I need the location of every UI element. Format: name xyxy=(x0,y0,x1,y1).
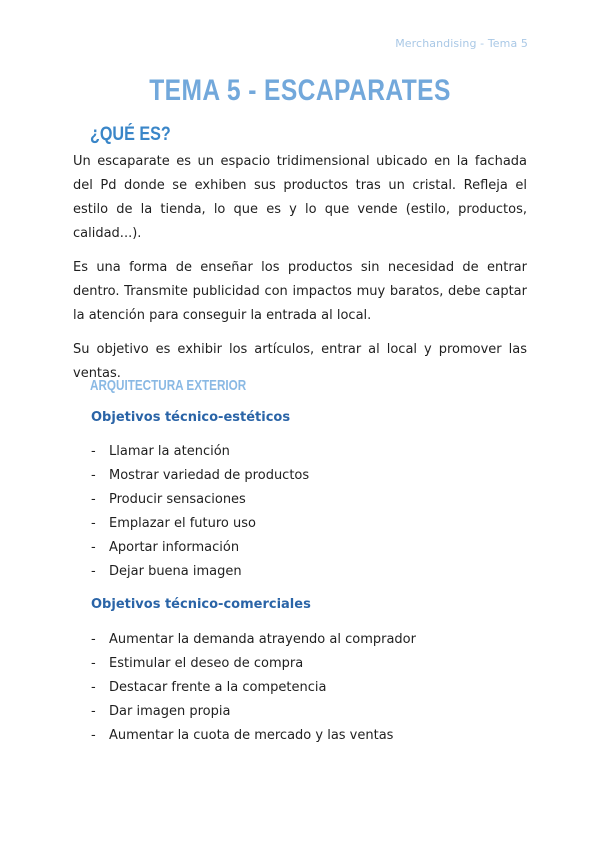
list-item-text: Estimular el deseo de compra xyxy=(109,656,304,671)
list-item xyxy=(91,676,416,700)
objectives-list-esteticos xyxy=(91,440,309,584)
paragraph: Un escaparate es un espacio tridimensional ubicado en la fachada del Pd donde se exhiben sus productos tras un cristal. Refleja el estilo de la tienda, lo que es y lo que vende (estilo, productos, calidad...). xyxy=(73,154,527,241)
bullet-dash: - xyxy=(91,728,96,743)
list-item-text: Aumentar la cuota de mercado y las ventas xyxy=(109,728,394,743)
list-item-text: Mostrar variedad de productos xyxy=(109,468,310,483)
list-item xyxy=(91,440,309,464)
list-item xyxy=(91,512,309,536)
bullet-dash: - xyxy=(91,540,96,555)
bullet-dash: - xyxy=(91,468,96,483)
list-item-text: Llamar la atención xyxy=(109,444,230,459)
body-text xyxy=(73,150,527,396)
bullet-dash: - xyxy=(91,632,96,647)
objectives-list-comerciales xyxy=(91,628,416,748)
list-item xyxy=(91,536,309,560)
group-heading-tecnico-comerciales: Objetivos técnico-comerciales xyxy=(91,597,311,612)
list-item-text: Emplazar el futuro uso xyxy=(109,516,256,531)
list-item xyxy=(91,488,309,512)
list-item xyxy=(91,560,309,584)
bullet-dash: - xyxy=(91,656,96,671)
bullet-dash: - xyxy=(91,704,96,719)
page-title: TEMA 5 - ESCAPARATES xyxy=(149,74,451,107)
list-item xyxy=(91,628,416,652)
list-item-text: Aumentar la demanda atrayendo al comprador xyxy=(109,632,416,647)
list-item-text: Producir sensaciones xyxy=(109,492,246,507)
bullet-dash: - xyxy=(91,516,96,531)
list-item-text: Dejar buena imagen xyxy=(109,564,242,579)
bullet-dash: - xyxy=(91,680,96,695)
bullet-dash: - xyxy=(91,564,96,579)
paragraph: Su objetivo es exhibir los artículos, entrar al local y promover las ventas. xyxy=(73,342,527,381)
list-item-text: Aportar información xyxy=(109,540,240,555)
subsection-heading: ARQUITECTURA EXTERIOR xyxy=(90,377,247,394)
list-item xyxy=(91,652,416,676)
list-item xyxy=(91,724,416,748)
running-header: Merchandising - Tema 5 xyxy=(395,37,528,50)
group-heading-tecnico-esteticos: Objetivos técnico-estéticos xyxy=(91,410,291,425)
list-item xyxy=(91,700,416,724)
list-item-text: Dar imagen propia xyxy=(109,704,231,719)
list-item xyxy=(91,464,309,488)
bullet-dash: - xyxy=(91,492,96,507)
list-item-text: Destacar frente a la competencia xyxy=(109,680,327,695)
section-heading: ¿QUÉ ES? xyxy=(90,124,171,145)
bullet-dash: - xyxy=(91,444,96,459)
paragraph: Es una forma de enseñar los productos sin necesidad de entrar dentro. Transmite publicidad con impactos muy baratos, debe captar la atención para conseguir la entrada al local. xyxy=(73,260,527,323)
